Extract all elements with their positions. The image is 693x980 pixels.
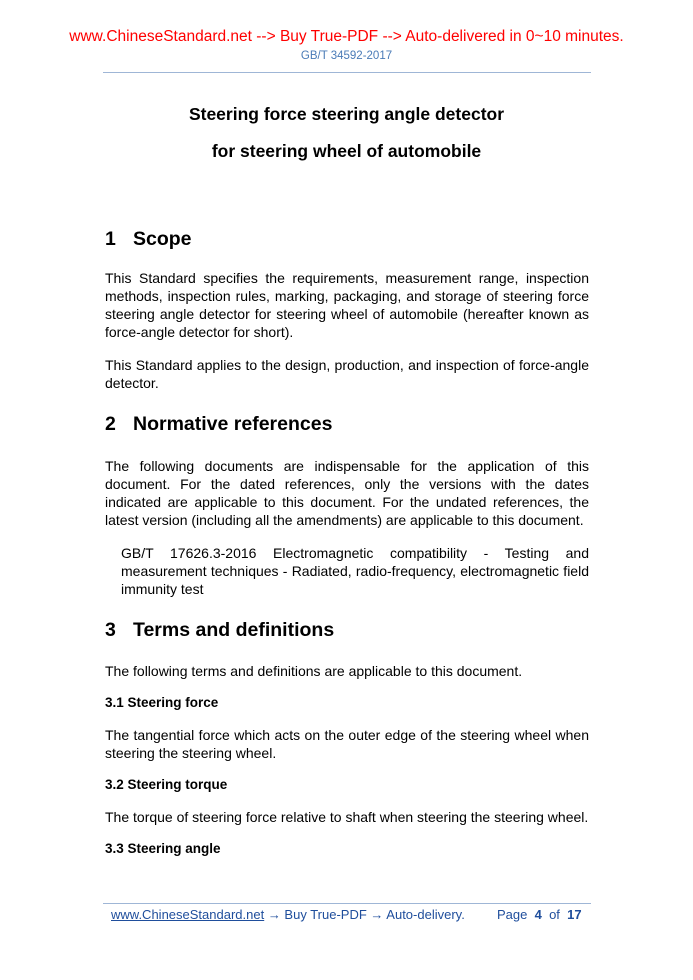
standard-number: GB/T 34592-2017: [300, 50, 393, 62]
section-title: Terms and definitions: [133, 619, 335, 641]
section-title: Scope: [133, 228, 192, 250]
document-title-line2: for steering wheel of automobile: [211, 141, 482, 161]
footer-text: → Buy True-PDF → Auto-delivery.: [264, 907, 465, 922]
page-total: 17: [567, 907, 582, 922]
terms-intro: The following terms and definitions are applicable to this document.: [105, 663, 523, 679]
term-text-steering-force: The tangential force which acts on the outer edge of the steering wheel when steering the steering wheel.: [105, 727, 589, 761]
page-of: of: [549, 907, 560, 922]
term-heading-steering-force: 3.1 Steering force: [105, 695, 219, 710]
term-text-steering-torque: The torque of steering force relative to shaft when steering the steering wheel.: [105, 809, 589, 825]
section-heading-normative-references: [105, 413, 332, 436]
term-heading-steering-torque: 3.2 Steering torque: [105, 777, 228, 792]
section-number: 3: [105, 619, 116, 641]
footer-site-link[interactable]: www.ChineseStandard.net: [111, 907, 265, 922]
scope-paragraph-2: This Standard applies to the design, production, and inspection of force-angle detector.: [105, 357, 589, 391]
page-current: 4: [534, 907, 542, 922]
footer-purchase-info: [111, 907, 465, 922]
header-divider: [103, 72, 591, 73]
section-heading-scope: [105, 228, 192, 251]
scope-paragraph-1: This Standard specifies the requirements, measurement range, inspection methods, inspection rules, marking, packaging, and storage of steering force steering angle detector for steering wheel of automobile (hereafter known as force-angle detector for short).: [105, 270, 589, 340]
normative-paragraph: The following documents are indispensable for the application of this document. For the dated references, only the versions with the dates indicated are applicable to this document. For the undated references, the latest version (including all the amendments) are applicable to this document.: [105, 458, 589, 528]
footer-divider: [103, 903, 591, 904]
document-title-line1: Steering force steering angle detector: [188, 104, 505, 124]
page-label: Page: [497, 907, 528, 922]
term-heading-steering-angle: 3.3 Steering angle: [105, 841, 221, 856]
page-indicator: [497, 907, 582, 922]
section-number: 2: [105, 413, 116, 435]
section-heading-terms: [105, 619, 334, 642]
normative-reference-item: GB/T 17626.3-2016 Electromagnetic compatibility - Testing and measurement techniques - Radiated, radio-frequency, electromagnetic field immunity test: [121, 545, 589, 597]
section-number: 1: [105, 228, 116, 250]
section-title: Normative references: [133, 413, 333, 435]
header-banner[interactable]: www.ChineseStandard.net --> Buy True-PDF --> Auto-delivered in 0~10 minutes.: [69, 28, 624, 45]
